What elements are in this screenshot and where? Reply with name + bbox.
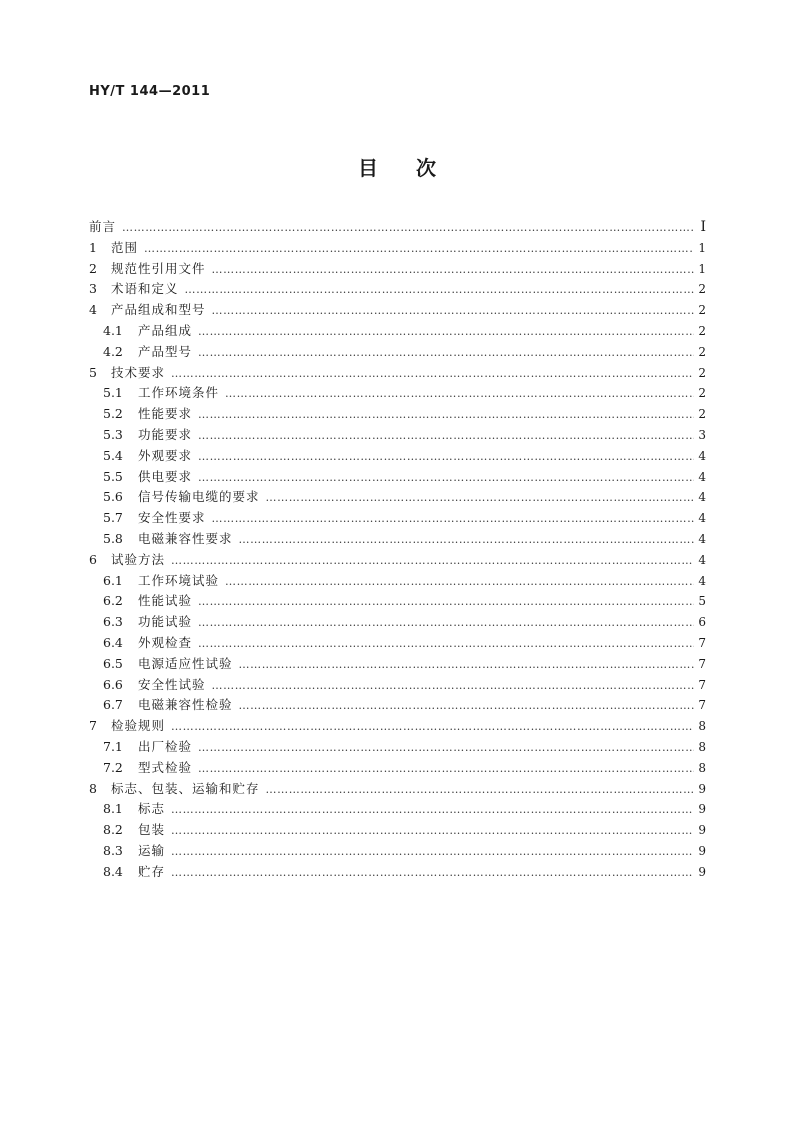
toc-entry-number: 2 [89,260,97,276]
toc-entry-page: 2 [698,344,706,359]
toc-entry-label: 技术要求 [111,364,166,380]
toc-entry-page: 7 [698,635,706,650]
toc-entry-label: 电磁兼容性要求 [138,530,233,546]
toc-entry[interactable] [89,383,706,404]
toc-entry[interactable] [89,820,706,841]
toc-entry-number: 6.7 [103,697,123,713]
toc-entry[interactable] [89,217,706,238]
dot-leader [198,405,694,426]
toc-entry-page: 2 [698,323,706,338]
toc-entry-page: 9 [698,781,706,796]
dot-leader [171,551,694,572]
toc-entry-label: 外观检查 [138,634,193,650]
dot-leader [198,426,694,447]
dot-leader [171,800,694,821]
toc-entry[interactable] [89,342,706,363]
toc-entry[interactable] [89,321,706,342]
toc-entry[interactable] [89,758,706,779]
dot-leader [239,655,694,676]
dot-leader [198,468,694,489]
toc-entry-label: 包装 [138,822,166,838]
toc-entry-number: 7.2 [103,759,123,775]
toc-entry-page: 2 [698,407,706,422]
toc-entry[interactable] [89,446,706,467]
dot-leader [198,738,694,759]
toc-entry[interactable] [89,529,706,550]
toc-entry-number: 5 [89,364,97,380]
toc-entry-label: 术语和定义 [111,281,179,297]
toc-entry-number: 8.3 [103,842,123,858]
toc-entry[interactable] [89,633,706,654]
toc-entry[interactable] [89,300,706,321]
toc-entry-number: 5.5 [103,468,123,484]
toc-entry-number: 6.5 [103,655,123,671]
dot-leader [171,717,694,738]
toc-entry-page: 9 [698,843,706,858]
dot-leader [144,239,694,260]
dot-leader [198,613,694,634]
dot-leader [266,488,694,509]
toc-entry[interactable] [89,279,706,300]
toc-entry-page: 7 [698,656,706,671]
toc-entry-label: 标志 [138,801,166,817]
toc-entry[interactable] [89,487,706,508]
toc-entry-number: 5.1 [103,385,123,401]
dot-leader [212,301,694,322]
toc-entry-number: 4 [89,302,97,318]
dot-leader [198,322,694,343]
toc-entry-page: 2 [698,282,706,297]
toc-entry[interactable] [89,695,706,716]
toc-entry[interactable] [89,467,706,488]
dot-leader [122,218,694,239]
toc-entry-page: 2 [698,365,706,380]
toc-entry-page: 1 [698,240,706,255]
toc-entry-label: 工作环境条件 [138,385,220,401]
toc-entry-page: 7 [698,698,706,713]
toc-entry-page: 6 [698,615,706,630]
toc-entry-label: 产品组成和型号 [111,302,206,318]
toc-entry-page: 8 [698,760,706,775]
toc-entry-label: 型式检验 [138,759,193,775]
toc-entry[interactable] [89,363,706,384]
page-title: 目次 [358,156,474,180]
toc-entry-label: 贮存 [138,863,166,879]
toc-entry-label: 功能要求 [138,426,193,442]
toc-entry-label: 安全性要求 [138,510,206,526]
dot-leader [212,260,694,281]
toc-entry-label: 运输 [138,842,166,858]
toc-entry-label: 电源适应性试验 [138,655,233,671]
toc-entry[interactable] [89,259,706,280]
toc-entry-number: 5.8 [103,530,123,546]
toc-entry[interactable] [89,779,706,800]
toc-entry[interactable] [89,862,706,883]
toc-entry-label: 范围 [111,239,139,255]
toc-entry-page: 5 [698,594,706,609]
toc-entry[interactable] [89,675,706,696]
toc-entry-page: 4 [698,469,706,484]
toc-entry-number: 6 [89,551,97,567]
toc-entry-page: 4 [698,552,706,567]
toc-entry-page: 9 [698,864,706,879]
dot-leader [225,572,694,593]
toc-entry-label: 性能试验 [138,593,193,609]
toc-entry-number: 8.4 [103,863,123,879]
toc-entry-number: 5.6 [103,489,123,505]
dot-leader [198,343,694,364]
toc-entry-label: 前言 [89,219,117,234]
toc-entry[interactable] [89,799,706,820]
toc-entry-page: 4 [698,573,706,588]
dot-leader [171,364,694,385]
toc-entry-number: 7 [89,718,97,734]
toc-entry-number: 5.3 [103,426,123,442]
toc-entry-number: 5.7 [103,510,123,526]
toc-entry-page: 8 [698,719,706,734]
dot-leader [171,863,694,884]
dot-leader [198,592,694,613]
toc-entry-number: 1 [89,239,97,255]
toc-entry-label: 出厂检验 [138,738,193,754]
toc-entry-label: 产品组成 [138,322,193,338]
toc-entry-page: 9 [698,802,706,817]
toc-entry-number: 6.1 [103,572,123,588]
toc-entry-number: 6.2 [103,593,123,609]
toc-entry[interactable] [89,404,706,425]
toc-entry-page: 8 [698,739,706,754]
toc-entry-label: 供电要求 [138,468,193,484]
toc-entry-number: 8 [89,780,97,796]
toc-entry-label: 产品型号 [138,343,193,359]
toc-entry-page: Ⅰ [700,219,706,235]
dot-leader [185,280,694,301]
toc-entry-number: 4.1 [103,322,123,338]
toc-entry[interactable] [89,654,706,675]
toc-entry-number: 5.4 [103,447,123,463]
toc-entry-page: 4 [698,490,706,505]
dot-leader [171,821,694,842]
toc-entry-page: 4 [698,531,706,546]
toc-entry-label: 功能试验 [138,614,193,630]
toc-entry[interactable] [89,612,706,633]
toc-entry[interactable] [89,425,706,446]
toc-entry-page: 4 [698,448,706,463]
toc-entry[interactable] [89,508,706,529]
toc-entry[interactable] [89,737,706,758]
toc-entry-number: 6.4 [103,634,123,650]
toc-entry[interactable] [89,591,706,612]
toc-entry-page: 9 [698,823,706,838]
dot-leader [266,780,694,801]
toc-entry-label: 外观要求 [138,447,193,463]
dot-leader [198,447,694,468]
toc-entry-label: 性能要求 [138,406,193,422]
toc-entry[interactable] [89,841,706,862]
toc-entry-label: 工作环境试验 [138,572,220,588]
toc-entry-label: 检验规则 [111,718,166,734]
dot-leader [225,384,694,405]
dot-leader [239,530,694,551]
dot-leader [198,759,694,780]
toc-entry[interactable] [89,550,706,571]
toc-entry-number: 6.6 [103,676,123,692]
toc-entry-label: 电磁兼容性检验 [138,697,233,713]
toc-entry-label: 规范性引用文件 [111,260,206,276]
dot-leader [198,634,694,655]
toc-entry-number: 3 [89,281,97,297]
toc-entry-label: 标志、包装、运输和贮存 [111,780,260,796]
toc-entry[interactable] [89,716,706,737]
dot-leader [212,509,694,530]
toc-entry-label: 试验方法 [111,551,166,567]
toc-entry-page: 1 [698,261,706,276]
toc-entry-number: 5.2 [103,406,123,422]
dot-leader [239,696,694,717]
dot-leader [171,842,694,863]
toc-entry-page: 2 [698,386,706,401]
toc-entry-number: 7.1 [103,738,123,754]
toc-entry-page: 7 [698,677,706,692]
toc-entry[interactable] [89,571,706,592]
toc-entry-number: 8.1 [103,801,123,817]
toc-entry-page: 3 [698,427,706,442]
toc-entry-page: 4 [698,511,706,526]
toc-entry[interactable] [89,238,706,259]
toc-entry-number: 8.2 [103,822,123,838]
toc-entry-label: 安全性试验 [138,676,206,692]
toc-entry-label: 信号传输电缆的要求 [138,489,260,505]
toc-entry-number: 6.3 [103,614,123,630]
document-code: HY/T 144—2011 [89,84,211,99]
toc-entry-page: 2 [698,303,706,318]
toc-list [89,217,706,883]
dot-leader [212,676,694,697]
toc-entry-number: 4.2 [103,343,123,359]
